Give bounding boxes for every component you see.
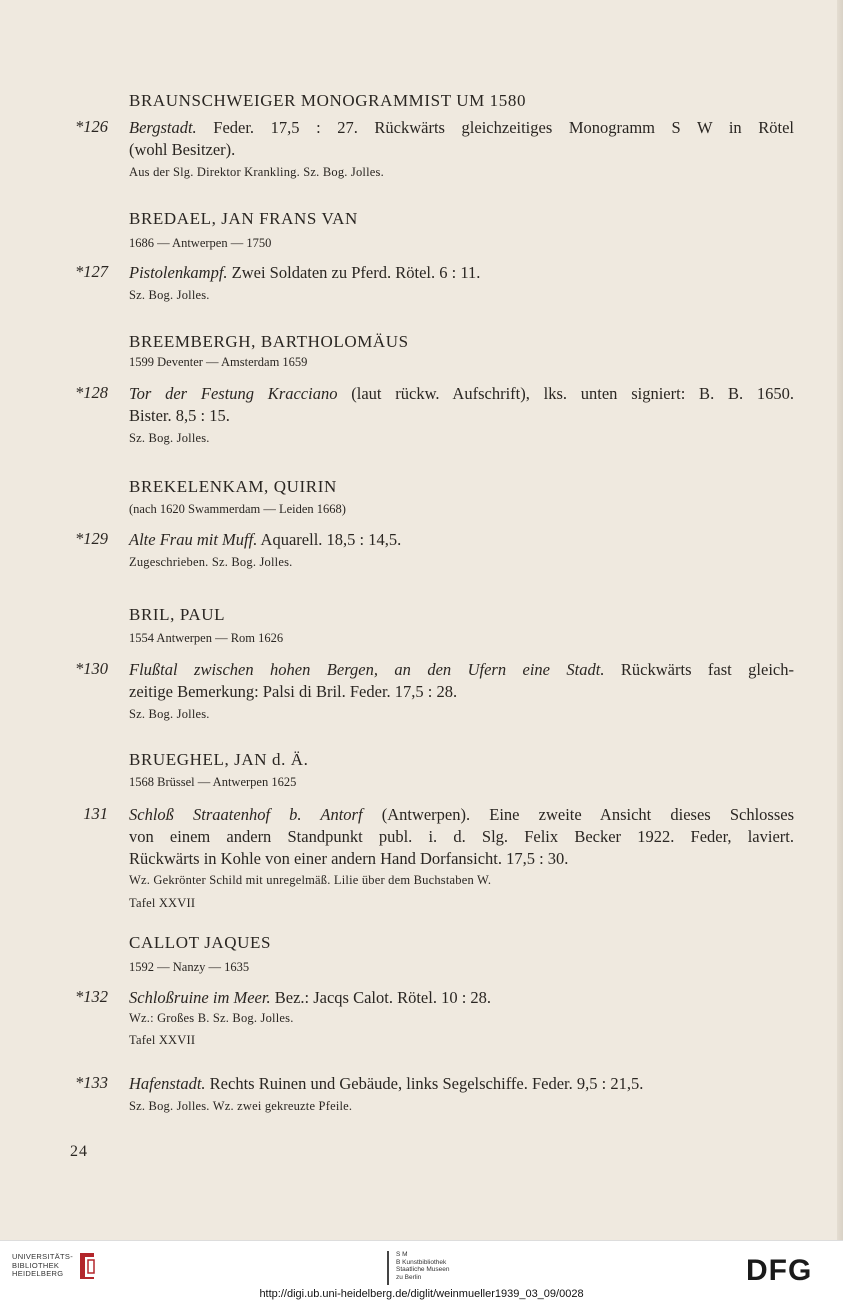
lot-description [129,262,794,284]
lot-number: 131 [83,804,108,823]
description-line: Schloß Straatenhof b. Antorf (Antwerpen). Eine zweite Ansicht dieses Schlosses [129,805,794,824]
lot-title: Hafenstadt. [129,1074,206,1093]
artist-dates: 1599 Deventer — Amsterdam 1659 [129,355,308,369]
lot-description [129,117,794,161]
plate-reference: Tafel XXVII [129,1033,196,1047]
dfg-logo[interactable]: DFG [746,1254,813,1287]
description-line: Bergstadt. Feder. 17,5 : 27. Rückwärts gleichzeitiges Monogramm S W in Rötel [129,118,794,137]
description-line: Alte Frau mit Muff. Aquarell. 18,5 : 14,5. [129,530,402,549]
artist-dates: 1568 Brüssel — Antwerpen 1625 [129,775,297,789]
lot-title: Bergstadt. [129,118,197,137]
provenance-note: Sz. Bog. Jolles. [129,288,210,302]
university-emblem-icon [76,1251,98,1281]
page-number: 24 [70,1143,88,1160]
lot-description [129,529,794,551]
description-line: Flußtal zwischen hohen Bergen, an den Ufern eine Stadt. Rückwärts fast gleich- [129,660,794,679]
description-line: Pistolenkampf. Zwei Soldaten zu Pferd. Rötel. 6 : 11. [129,263,481,282]
lot-number: *126 [75,117,108,136]
lot-number: *127 [75,262,108,281]
description-line: zeitige Bemerkung: Palsi di Bril. Feder. 17,5 : 28. [129,682,458,701]
permalink-url[interactable]: http://digi.ub.uni-heidelberg.de/diglit/weinmueller1939_03_09/0028 [259,1288,584,1300]
description-line: Schloßruine im Meer. Bez.: Jacqs Calot. Rötel. 10 : 28. [129,988,492,1007]
provenance-note: Sz. Bog. Jolles. [129,431,210,445]
artist-heading: BREDAEL, JAN FRANS VAN [129,209,358,228]
provenance-note: Zugeschrieben. Sz. Bog. Jolles. [129,555,293,569]
lot-number: *130 [75,659,108,678]
artist-heading: BREKELENKAM, QUIRIN [129,477,337,496]
artist-heading: BRAUNSCHWEIGER MONOGRAMMIST UM 1580 [129,91,527,110]
provenance-note: Sz. Bog. Jolles. [129,707,210,721]
artist-dates: 1554 Antwerpen — Rom 1626 [129,631,284,645]
museum-emblem-icon [383,1251,393,1285]
watermark-note: Wz.: Großes B. Sz. Bog. Jolles. [129,1011,294,1025]
provenance-note: Aus der Slg. Direktor Krankling. Sz. Bog. Jolles. [129,165,384,179]
artist-heading: CALLOT JAQUES [129,933,272,952]
plate-reference: Tafel XXVII [129,896,196,910]
kunstbibliothek-credit: S M B Kunstbibliothek Staatliche Museen zu Berlin [396,1251,450,1281]
artist-heading: BREEMBERGH, BARTHOLOMÄUS [129,332,409,351]
lot-title: Alte Frau mit Muff. [129,530,258,549]
lot-title: Pistolenkampf. [129,263,228,282]
description-line: Tor der Festung Kracciano (laut rückw. Aufschrift), lks. unten signiert: B. B. 1650. [129,384,794,403]
artist-heading: BRIL, PAUL [129,605,226,624]
lot-number: *132 [75,987,108,1006]
lot-number: *129 [75,529,108,548]
lot-title: Tor der Festung Kracciano [129,384,338,403]
digitization-footer [0,1240,843,1302]
lot-title: Flußtal zwischen hohen Bergen, an den Ufern eine Stadt. [129,660,605,679]
watermark-note: Wz. Gekrönter Schild mit unregelmäß. Lilie über dem Buchstaben W. [129,873,492,887]
artist-dates: (nach 1620 Swammerdam — Leiden 1668) [129,502,346,516]
lot-description [129,1073,794,1095]
lot-title: Schloß Straatenhof b. Antorf [129,805,363,824]
lot-description [129,804,794,870]
lot-number: *133 [75,1073,108,1092]
lot-number: *128 [75,383,108,402]
provenance-note: Sz. Bog. Jolles. Wz. zwei gekreuzte Pfeile. [129,1099,353,1113]
description-line: Bister. 8,5 : 15. [129,406,230,425]
lot-title: Schloßruine im Meer. [129,988,271,1007]
description-line: Hafenstadt. Rechts Ruinen und Gebäude, links Segelschiffe. Feder. 9,5 : 21,5. [129,1074,644,1093]
university-library-logo[interactable]: UNIVERSITÄTS- BIBLIOTHEK HEIDELBERG [12,1252,73,1278]
artist-heading: BRUEGHEL, JAN d. Ä. [129,750,309,769]
description-line: von einem andern Standpunkt publ. i. d. Slg. Felix Becker 1922. Feder, laviert. [129,827,794,846]
description-line: Rückwärts in Kohle von einer andern Hand Dorfansicht. 17,5 : 30. [129,849,569,868]
description-line: (wohl Besitzer). [129,140,236,159]
artist-dates: 1686 — Antwerpen — 1750 [129,236,272,250]
lot-description [129,383,794,427]
lot-description [129,659,794,703]
lot-description [129,987,794,1009]
artist-dates: 1592 — Nanzy — 1635 [129,960,250,974]
